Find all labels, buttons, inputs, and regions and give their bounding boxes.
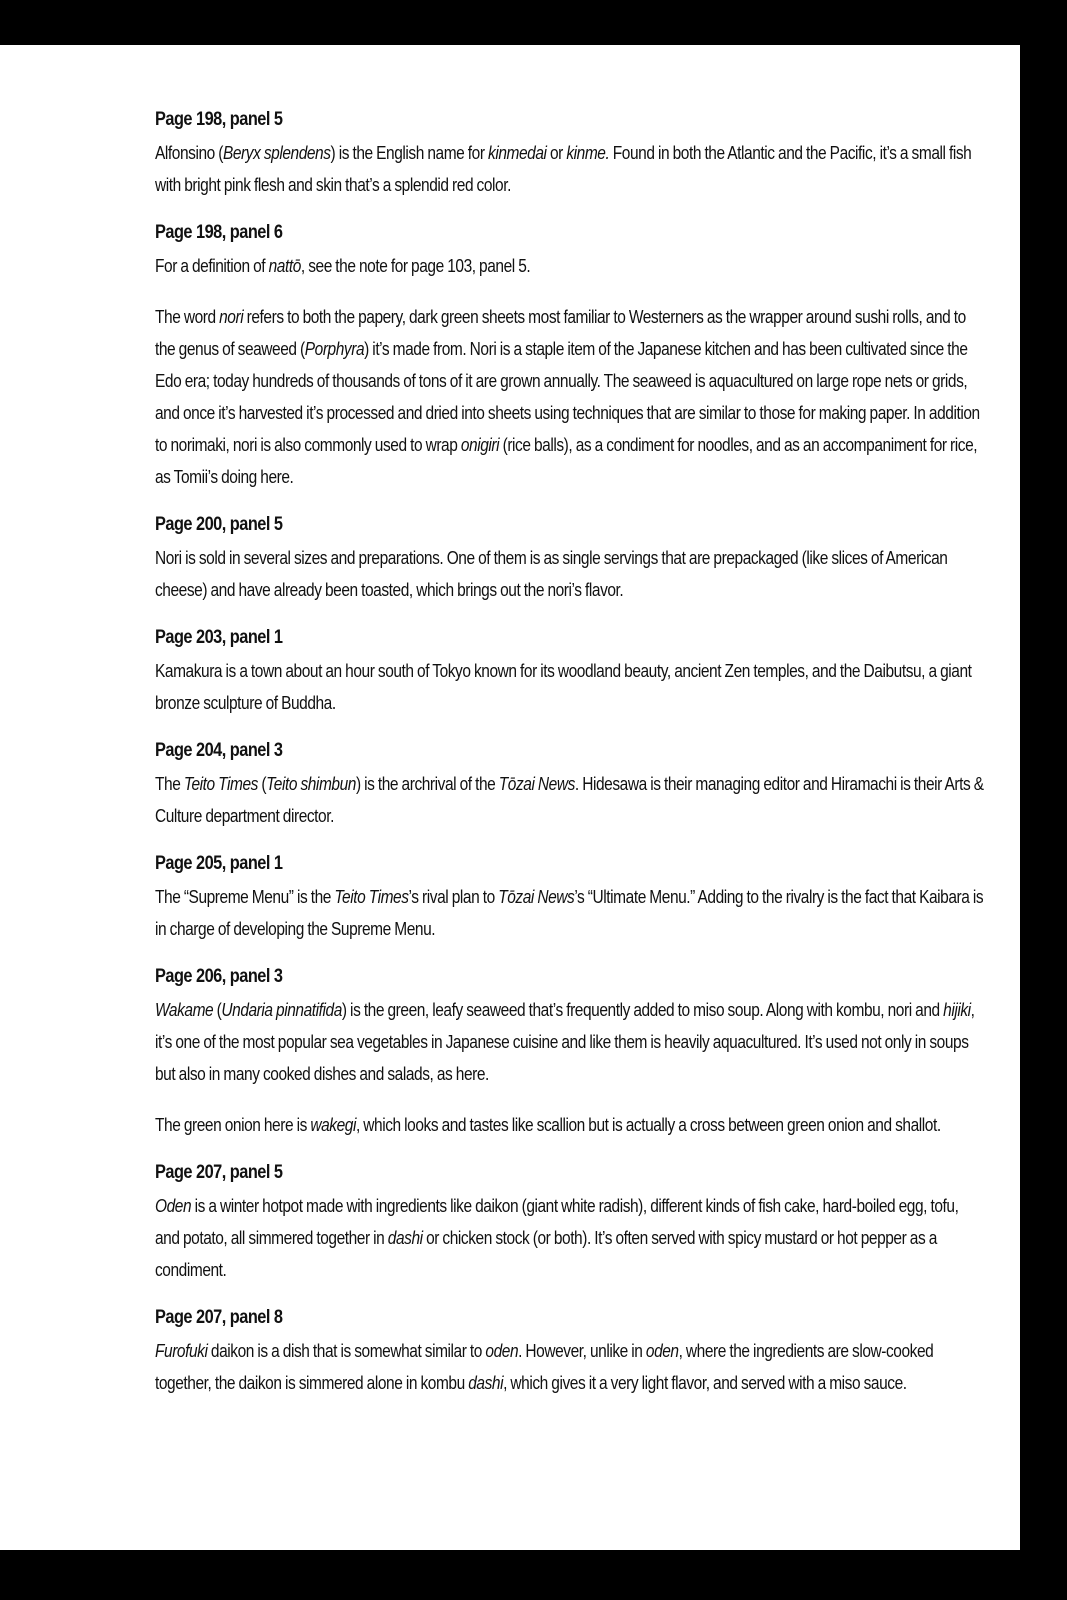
italic-text: Porphyra: [304, 339, 365, 359]
note-paragraph: [155, 1190, 985, 1286]
note-paragraph: [155, 768, 985, 832]
text-run: (: [213, 1000, 222, 1020]
notes-container: [155, 107, 985, 1418]
italic-text: hijiki: [943, 1000, 971, 1020]
note-paragraph: [155, 655, 985, 719]
note-heading: Page 205, panel 1: [155, 853, 283, 874]
note-section: [155, 512, 985, 606]
text-run: daikon is a dish that is somewhat similar to: [207, 1341, 486, 1361]
text-run: ’s rival plan to: [408, 887, 499, 907]
text-run: ) is the English name for: [330, 143, 489, 163]
text-run: , which gives it a very light flavor, and served with a miso sauce.: [503, 1373, 907, 1393]
note-paragraph: [155, 881, 985, 945]
note-heading: Page 198, panel 5: [155, 109, 283, 130]
note-section: [155, 107, 985, 201]
text-run: Nori is sold in several sizes and preparations. One of them is as single servings that are prepackaged (like slices of American cheese) and have already been toasted, which brings out the nori’s flavor.: [155, 548, 948, 600]
text-run: The word: [155, 307, 220, 327]
text-run: The “Supreme Menu” is the: [155, 887, 335, 907]
note-heading: Page 206, panel 3: [155, 966, 283, 987]
note-section: [155, 964, 985, 1141]
note-heading: Page 207, panel 5: [155, 1162, 283, 1183]
italic-text: Beryx splendens: [222, 143, 331, 163]
note-heading: Page 200, panel 5: [155, 514, 283, 535]
text-run: ) is the archrival of the: [355, 774, 499, 794]
italic-text: Undaria pinnatifida: [221, 1000, 342, 1020]
note-section: [155, 738, 985, 832]
note-heading: Page 203, panel 1: [155, 627, 283, 648]
italic-text: Oden: [155, 1196, 192, 1216]
note-section: [155, 851, 985, 945]
note-paragraph: [155, 1109, 985, 1141]
note-heading: Page 207, panel 8: [155, 1307, 283, 1328]
italic-text: nori: [219, 307, 244, 327]
text-run: , where the ingredients are slow-cooked together, the daikon is simmered alone in kombu: [155, 1341, 934, 1393]
note-heading: Page 198, panel 6: [155, 222, 283, 243]
note-section: [155, 625, 985, 719]
italic-text: Teito Times: [334, 887, 409, 907]
text-run: The green onion here is: [155, 1115, 311, 1135]
note-section: [155, 220, 985, 493]
text-run: or: [546, 143, 567, 163]
text-run: or chicken stock (or both). It’s often served with spicy mustard or hot pepper as a condiment.: [155, 1228, 937, 1280]
text-run: Found in both the Atlantic and the Pacific, it’s a small fish with bright pink flesh and skin that’s a splendid red color.: [155, 143, 972, 195]
text-run: ’s “Ultimate Menu.” Adding to the rivalry is the fact that Kaibara is in charge of developing the Supreme Menu.: [155, 887, 984, 939]
italic-text: nattō: [268, 256, 301, 276]
note-paragraph: [155, 1335, 985, 1399]
note-section: [155, 1160, 985, 1286]
italic-text: Tōzai News: [498, 774, 575, 794]
italic-text: dashi: [387, 1228, 423, 1248]
italic-text: Teito shimbun: [266, 774, 356, 794]
note-paragraph: [155, 542, 985, 606]
italic-text: onigiri: [460, 435, 500, 455]
text-run: . However, unlike in: [518, 1341, 646, 1361]
text-run: , see the note for page 103, panel 5.: [300, 256, 531, 276]
text-run: (: [257, 774, 267, 794]
note-paragraph: [155, 301, 985, 493]
document-page: [0, 45, 1020, 1550]
italic-text: Tōzai News: [498, 887, 575, 907]
italic-text: wakegi: [310, 1115, 356, 1135]
italic-text: kinme.: [566, 143, 610, 163]
text-run: refers to both the papery, dark green sheets most familiar to Westerners as the wrapper around sushi rolls, and to the genus of seaweed (: [155, 307, 966, 359]
text-run: ) is the green, leafy seaweed that’s frequently added to miso soup. Along with kombu, nori and: [341, 1000, 944, 1020]
text-run: . Hidesawa is their managing editor and Hiramachi is their Arts & Culture department director.: [155, 774, 984, 826]
text-run: Alfonsino (: [155, 143, 223, 163]
text-run: Kamakura is a town about an hour south of Tokyo known for its woodland beauty, ancient Zen temples, and the Daibutsu, a giant bronze sculpture of Buddha.: [155, 661, 972, 713]
note-paragraph: [155, 994, 985, 1090]
italic-text: oden: [485, 1341, 519, 1361]
italic-text: Wakame: [155, 1000, 214, 1020]
italic-text: kinmedai: [488, 143, 547, 163]
text-run: The: [155, 774, 184, 794]
italic-text: oden: [645, 1341, 679, 1361]
italic-text: Furofuki: [155, 1341, 208, 1361]
text-run: For a definition of: [155, 256, 269, 276]
text-run: (rice balls), as a condiment for noodles, and as an accompaniment for rice, as Tomii’s doing here.: [155, 435, 978, 487]
note-heading: Page 204, panel 3: [155, 740, 283, 761]
text-run: , which looks and tastes like scallion but is actually a cross between green onion and shallot.: [355, 1115, 941, 1135]
note-paragraph: [155, 137, 985, 201]
text-run: ) it’s made from. Nori is a staple item of the Japanese kitchen and has been cultivated since the Edo era; today hundreds of thousands of tons of it are grown annually. The seaweed is aquacultured on large rope nets or grids, and once it’s harvested it’s processed and dried into sheets using techniques that are similar to those for making paper. In addition to norimaki, nori is also commonly used to wrap: [155, 339, 980, 455]
text-run: is a winter hotpot made with ingredients like daikon (giant white radish), different kinds of fish cake, hard-boiled egg, tofu, and potato, all simmered together in: [155, 1196, 959, 1248]
text-run: , it’s one of the most popular sea vegetables in Japanese cuisine and like them is heavily aquacultured. It’s used not only in soups but also in many cooked dishes and salads, as here.: [155, 1000, 975, 1084]
note-paragraph: [155, 250, 985, 282]
italic-text: dashi: [468, 1373, 504, 1393]
note-section: [155, 1305, 985, 1399]
italic-text: Teito Times: [183, 774, 258, 794]
